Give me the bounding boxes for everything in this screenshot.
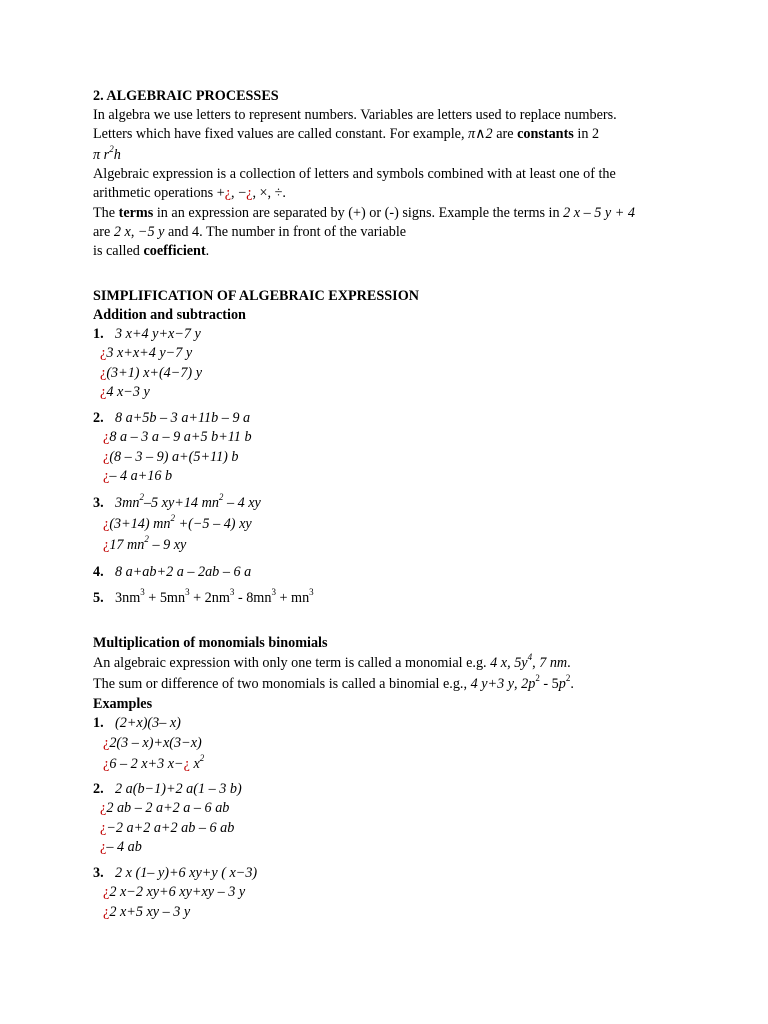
example-line: 2. 2 a(b−1)+2 a(1 – 3 b): [93, 781, 242, 797]
step-line: ¿8 a – 3 a – 9 a+5 b+11 b: [103, 429, 252, 445]
section-heading: 2. ALGEBRAIC PROCESSES: [93, 88, 279, 104]
sub-heading: Multiplication of monomials binomials: [93, 635, 328, 651]
example-line: 5. $3nm^3 + 5mn^3 + 2nm^3 - 8mn^3 + mn^3$: [93, 587, 314, 606]
paragraph-line: An algebraic expression with only one term is called a monomial e.g. 4 x, $5y^4$, 7 nm.: [93, 652, 571, 671]
step-line: ¿(8 – 3 – 9) a+(5+11) b: [103, 449, 239, 465]
step-line: ¿2 ab – 2 a+2 a – 6 ab: [100, 800, 230, 816]
paragraph-line: The terms in an expression are separated by (+) or (-) signs. Example the terms in 2 x – 5 y + 4: [93, 205, 635, 221]
paragraph-line: arithmetic operations +¿, −¿, ×, ÷.: [93, 185, 286, 201]
paragraph-line: The sum or difference of two monomials is called a binomial e.g., 4 y+3 y, $2p^2 - 5p^2$.: [93, 673, 574, 692]
step-line: ¿– 4 a+16 b: [103, 468, 173, 484]
formula-line: π $r^2h$: [93, 144, 121, 163]
example-line: 3. $3mn^2-5$ xy+14 $mn^2 - 4$ xy: [93, 492, 261, 511]
example-line: 4. 8 a+ab+2 a – 2ab – 6 a: [93, 564, 252, 580]
paragraph-line: is called coefficient.: [93, 243, 210, 259]
step-line: ¿2(3 – x)+x(3−x): [103, 735, 202, 751]
step-line: ¿6 – 2 x+3 x−¿ $x^2$: [103, 753, 205, 772]
step-line: ¿(3+14) $mn^2 +(-5 - 4)$ xy: [103, 513, 252, 532]
step-line: ¿−2 a+2 a+2 ab – 6 ab: [100, 820, 235, 836]
step-line: ¿17 $mn^2 - 9$ xy: [103, 534, 187, 553]
paragraph-line: Algebraic expression is a collection of letters and symbols combined with at least one of the: [93, 166, 616, 182]
paragraph-line: are 2 x, −5 y and 4. The number in front of the variable: [93, 224, 407, 240]
step-line: ¿4 x−3 y: [100, 384, 150, 400]
step-line: ¿2 x+5 xy – 3 y: [103, 904, 191, 920]
paragraph-line: Letters which have fixed values are called constant. For example, π∧2 are constants in 2: [93, 126, 600, 142]
example-line: 2. 8 a+5b – 3 a+11b – 9 a: [93, 410, 251, 426]
step-line: ¿3 x+x+4 y−7 y: [100, 345, 193, 361]
paragraph-line: In algebra we use letters to represent numbers. Variables are letters used to replace numbers.: [93, 107, 617, 123]
step-line: ¿– 4 ab: [100, 839, 142, 855]
sub-heading: Examples: [93, 696, 153, 712]
sub-heading: Addition and subtraction: [93, 307, 246, 323]
step-line: ¿2 x−2 xy+6 xy+xy – 3 y: [103, 884, 246, 900]
step-line: ¿(3+1) x+(4−7) y: [100, 365, 202, 381]
example-line: 1. (2+x)(3– x): [93, 715, 181, 731]
example-line: 1. 3 x+4 y+x−7 y: [93, 326, 201, 342]
section-heading: SIMPLIFICATION OF ALGEBRAIC EXPRESSION: [93, 288, 419, 304]
example-line: 3. 2 x (1– y)+6 xy+y ( x−3): [93, 865, 258, 881]
